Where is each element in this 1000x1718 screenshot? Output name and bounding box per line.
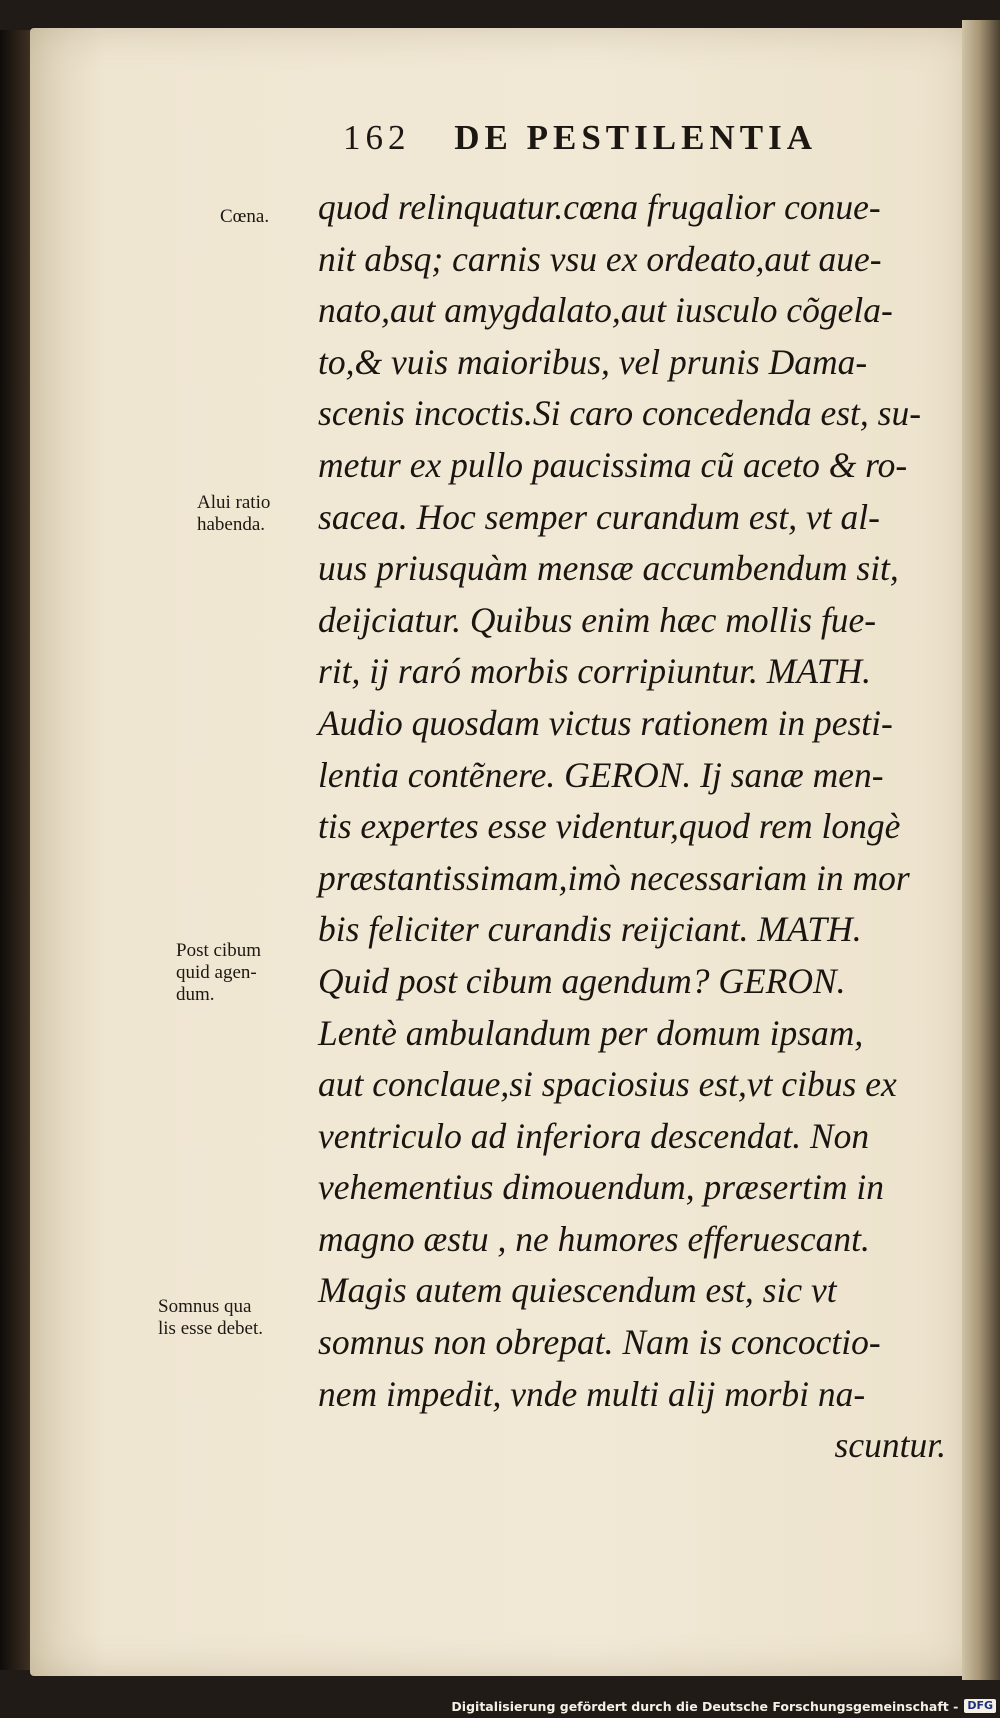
text-line: scenis incoctis.Si caro concedenda est, su-	[318, 393, 922, 434]
text-line: bis feliciter curandis reijciant. MATH.	[318, 909, 862, 950]
page-number: 162	[343, 118, 411, 157]
digitization-credit	[451, 1696, 996, 1716]
page-edge	[962, 20, 1000, 1680]
margin-note-line: habenda.	[197, 514, 266, 535]
credit-text: Digitalisierung gefördert durch die Deutsche Forschungsgemeinschaft -	[451, 1698, 959, 1714]
margin-note-line: Cœna.	[220, 206, 270, 227]
text-line: Audio quosdam victus rationem in pesti-	[318, 702, 893, 743]
text-line: uus priusquàm mensæ accumbendum sit,	[318, 548, 899, 589]
margin-note-cena	[220, 206, 269, 228]
text-line: præstantissimam,imò necessariam in mor	[318, 857, 910, 898]
text-line: metur ex pullo paucissima cũ aceto & ro-	[318, 444, 908, 485]
text-line: deijciatur. Quibus enim hæc mollis fue-	[318, 599, 877, 640]
running-title: DE PESTILENTIA	[454, 118, 817, 157]
text-line: Magis autem quiescendum est, sic vt	[318, 1270, 837, 1311]
margin-note-line: Somnus qua	[158, 1296, 252, 1317]
text-line: sacea. Hoc semper curandum est, vt al-	[318, 496, 880, 537]
page-header	[343, 118, 903, 178]
margin-note-line: lis esse debet.	[158, 1318, 264, 1339]
text-line: quod relinquatur.cœna frugalior conue-	[318, 187, 881, 227]
text-line: nem impedit, vnde multi alij morbi na-	[318, 1373, 866, 1414]
text-line: tis expertes esse videntur,quod rem longè	[318, 806, 901, 847]
text-line: rit, ij raró morbis corripiuntur. MATH.	[318, 651, 871, 692]
text-line: nato,aut amygdalato,aut iusculo cõgela-	[318, 290, 893, 331]
margin-note-line: Post cibum	[176, 940, 261, 961]
text-line: ventriculo ad inferiora descendat. Non	[318, 1115, 870, 1156]
margin-note-alui-ratio	[197, 492, 270, 536]
margin-note-line: Alui ratio	[197, 492, 271, 513]
text-line: lentia contẽnere. GERON. Ij sanæ men-	[318, 754, 884, 795]
text-line: Quid post cibum agendum? GERON.	[318, 960, 846, 1001]
text-line: somnus non obrepat. Nam is concoctio-	[318, 1322, 881, 1363]
text-line: scuntur.	[834, 1425, 946, 1466]
text-line: nit absq; carnis vsu ex ordeato,aut aue-	[318, 238, 882, 279]
margin-note-somnus	[158, 1296, 263, 1340]
margin-note-post-cibum	[176, 940, 261, 1006]
text-line: Lentè ambulandum per domum ipsam,	[318, 1012, 864, 1053]
text-line: vehementius dimouendum, præsertim in	[318, 1167, 884, 1208]
text-line: to,& vuis maioribus, vel prunis Dama-	[318, 341, 868, 382]
main-text	[318, 182, 946, 1472]
dfg-logo: DFG	[964, 1699, 996, 1713]
margin-note-line: dum.	[176, 984, 215, 1005]
text-line: magno æstu , ne humores efferuescant.	[318, 1218, 870, 1259]
text-line: aut conclaue,si spaciosius est,vt cibus ex	[318, 1064, 897, 1105]
margin-note-line: quid agen-	[176, 962, 257, 983]
